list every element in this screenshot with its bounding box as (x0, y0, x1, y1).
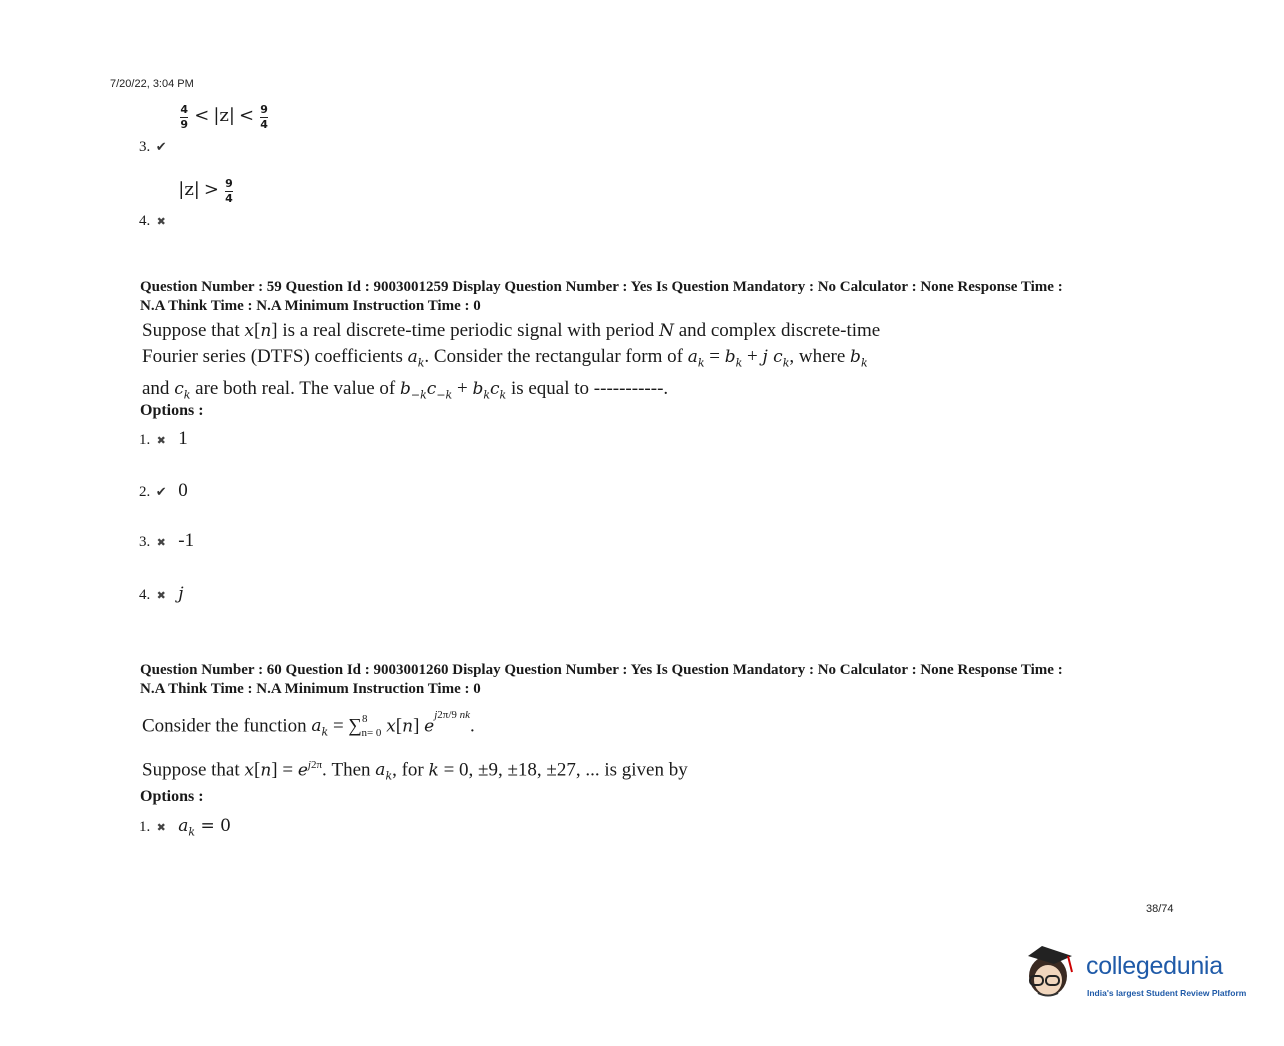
prev-option-3 (139, 103, 270, 156)
fraction-9-4: $\frac{9}{4}$ (225, 177, 233, 205)
meta-line: Question Number : 60 Question Id : 9003001260 Display Question Number : Yes Is Question Mandatory : No Calculator : None Response Time : (140, 662, 1063, 678)
option-number: 1. (139, 819, 151, 835)
q59-option-3 (139, 530, 194, 552)
option-number: 3. (139, 534, 151, 550)
option-value: 0 (178, 480, 188, 501)
q60-body-line-2: Suppose that $x[n] = e^{j2\pi}$. Then $a_k$, for k = 0, ±9, ±18, ±27, ... is given by (142, 759, 688, 783)
brand-name: collegedunia (1086, 952, 1223, 980)
cross-icon: ✖ (156, 589, 166, 602)
less-than: < (194, 105, 210, 127)
brand-tagline: India's largest Student Review Platform (1087, 988, 1247, 998)
abs-z: |z| (213, 105, 235, 127)
q60-option-1 (139, 816, 231, 838)
cross-icon: ✖ (156, 536, 166, 549)
check-icon: ✔ (155, 485, 167, 500)
page-number: 38/74 (1146, 903, 1174, 915)
q59-option-2 (139, 480, 188, 502)
less-than: < (238, 105, 255, 127)
q59-meta (140, 278, 1170, 316)
q59-option-4 (139, 584, 184, 604)
meta-line: Question Number : 59 Question Id : 9003001259 Display Question Number : Yes Is Question Mandatory : No Calculator : None Response Time : (140, 279, 1063, 295)
meta-line: N.A Think Time : N.A Minimum Instruction Time : 0 (140, 298, 481, 314)
option-value: $a_k = 0$ (178, 816, 231, 839)
fraction-4-9: $\frac{4}{9}$ (180, 103, 189, 131)
q60-meta (140, 661, 1170, 699)
q59-body-line-1: Suppose that x[n] is a real discrete-time periodic signal with period N and complex discrete-time (142, 320, 881, 341)
option-number: 1. (139, 432, 151, 448)
fraction-9-4: $\frac{9}{4}$ (260, 103, 268, 131)
q59-body-line-3: and $c_k$ are both real. The value of $b_{-k}c_{-k} + b_kc_k$ is equal to -----------. (142, 378, 669, 402)
q60-body-line-1: Consider the function $a_k = \sum^8_{n= 0}$ x[n] $e^{j2\pi/9 nk}$. (142, 709, 475, 740)
cross-icon: ✖ (156, 821, 166, 834)
option-number: 4. (139, 587, 151, 603)
q59-body-line-2: Fourier series (DTFS) coefficients $a_k$. Consider the rectangular form of $a_k = b_k + j$ $c_k$, where $b_k$ (142, 346, 868, 370)
q59-body (142, 318, 1142, 409)
q60-options-label: Options : (140, 788, 204, 805)
meta-line: N.A Think Time : N.A Minimum Instruction Time : 0 (140, 681, 481, 697)
option-value: 1 (178, 428, 188, 449)
cross-icon: ✖ (156, 434, 166, 447)
option-number: 4. (139, 213, 151, 230)
option-number: 2. (139, 484, 151, 500)
option-value: j (178, 584, 184, 604)
option-number: 3. (139, 139, 151, 156)
q59-options-label: Options : (140, 402, 204, 419)
check-icon: ✔ (155, 140, 167, 156)
prev-option-4 (139, 177, 235, 230)
greater-than: > (203, 179, 219, 201)
option-value: -1 (178, 530, 195, 551)
q59-option-1 (139, 428, 188, 450)
abs-z: |z| (178, 179, 200, 201)
print-timestamp: 7/20/22, 3:04 PM (110, 78, 194, 90)
cross-icon: ✖ (156, 215, 166, 229)
